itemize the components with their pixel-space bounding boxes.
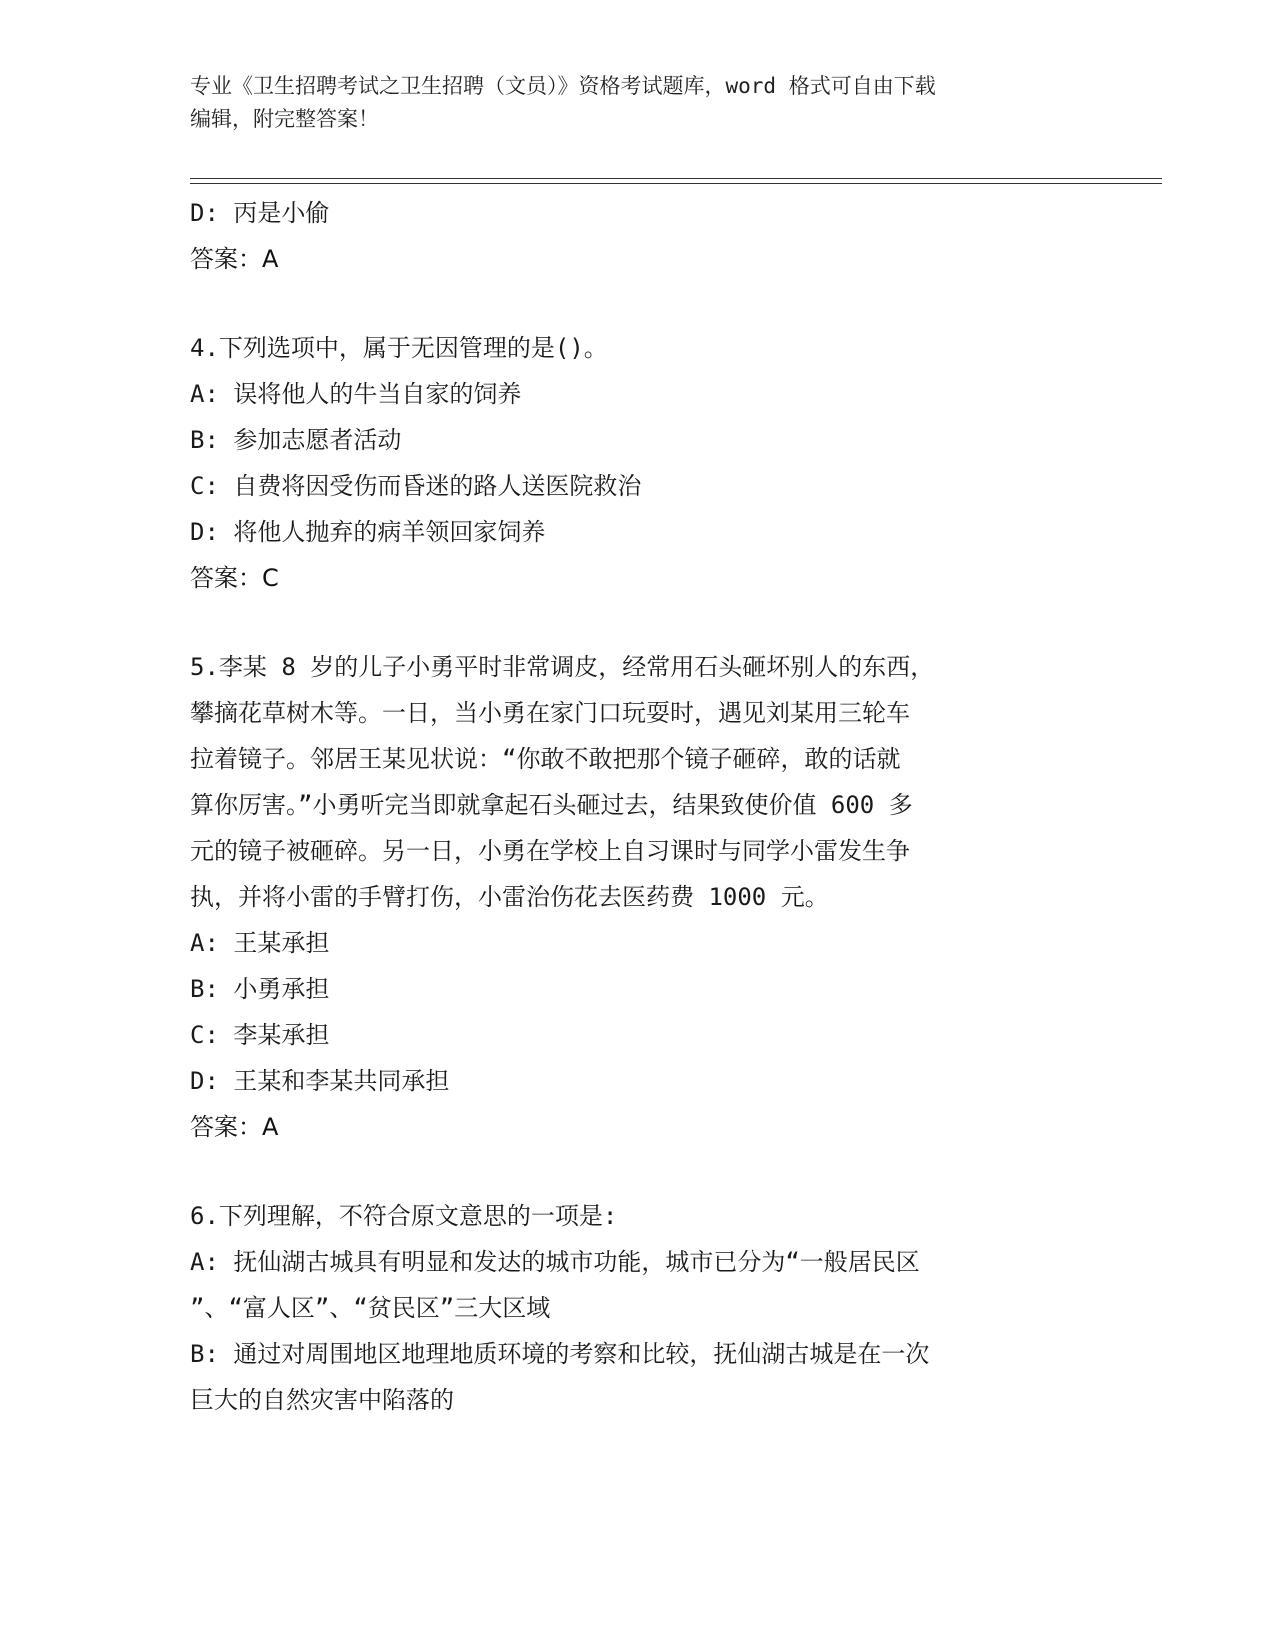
- q5-option-a: A: 王某承担: [190, 929, 330, 957]
- header-line-1: 专业《卫生招聘考试之卫生招聘（文员）》资格考试题库，word 格式可自由下载: [190, 74, 936, 98]
- q4-question: 4.下列选项中，属于无因管理的是()。: [190, 334, 608, 362]
- q6-option-b-line: 巨大的自然灾害中陷落的: [190, 1386, 454, 1414]
- q5-question-line: 5.李某 8 岁的儿子小勇平时非常调皮，经常用石头砸坏别人的东西，: [190, 653, 935, 681]
- q6-question: 6.下列理解，不符合原文意思的一项是:: [190, 1202, 618, 1230]
- q5-option-b: B: 小勇承担: [190, 975, 330, 1003]
- q6-option-b-line: B: 通过对周围地区地理地质环境的考察和比较，抚仙湖古城是在一次: [190, 1340, 930, 1368]
- q5-question-line: 攀摘花草树木等。一日，当小勇在家门口玩耍时，遇见刘某用三轮车: [190, 699, 910, 727]
- q3-answer: 答案：A: [190, 245, 279, 273]
- header-divider-top: [190, 178, 1162, 179]
- q5-question-line: 拉着镜子。邻居王某见状说：“你敢不敢把那个镜子砸碎，敢的话就: [190, 745, 901, 773]
- q4-option-d: D: 将他人抛弃的病羊领回家饲养: [190, 518, 546, 546]
- q5-answer: 答案：A: [190, 1113, 279, 1141]
- q5-question-line: 元的镜子被砸碎。另一日，小勇在学校上自习课时与同学小雷发生争: [190, 837, 910, 865]
- q4-option-a: A: 误将他人的牛当自家的饲养: [190, 380, 522, 408]
- q5-option-d: D: 王某和李某共同承担: [190, 1067, 450, 1095]
- document-body: [190, 190, 1090, 1423]
- q6-option-a-line: ”、“富人区”、“贫民区”三大区域: [190, 1294, 551, 1322]
- question-spacer: [190, 601, 1090, 644]
- header-divider-bottom: [190, 183, 1162, 184]
- q5-question-line: 执，并将小雷的手臂打伤，小雷治伤花去医药费 1000 元。: [190, 883, 829, 911]
- document-header: [190, 70, 1090, 136]
- q5-option-c: C: 李某承担: [190, 1021, 330, 1049]
- q5-question-line: 算你厉害。”小勇听完当即就拿起石头砸过去，结果致使价值 600 多: [190, 791, 913, 819]
- q4-option-b: B: 参加志愿者活动: [190, 426, 402, 454]
- q6-option-b: [190, 1331, 1090, 1423]
- header-line-2: 编辑，附完整答案！: [190, 107, 379, 131]
- q3-option-d: D: 丙是小偷: [190, 199, 330, 227]
- question-spacer: [190, 282, 1090, 325]
- q5-question: [190, 644, 1090, 920]
- q6-option-a: [190, 1239, 1090, 1331]
- q4-option-c: C: 自费将因受伤而昏迷的路人送医院救治: [190, 472, 642, 500]
- q6-option-a-line: A: 抚仙湖古城具有明显和发达的城市功能，城市已分为“一般居民区: [190, 1248, 920, 1276]
- q4-answer: 答案：C: [190, 564, 279, 592]
- question-spacer: [190, 1150, 1090, 1193]
